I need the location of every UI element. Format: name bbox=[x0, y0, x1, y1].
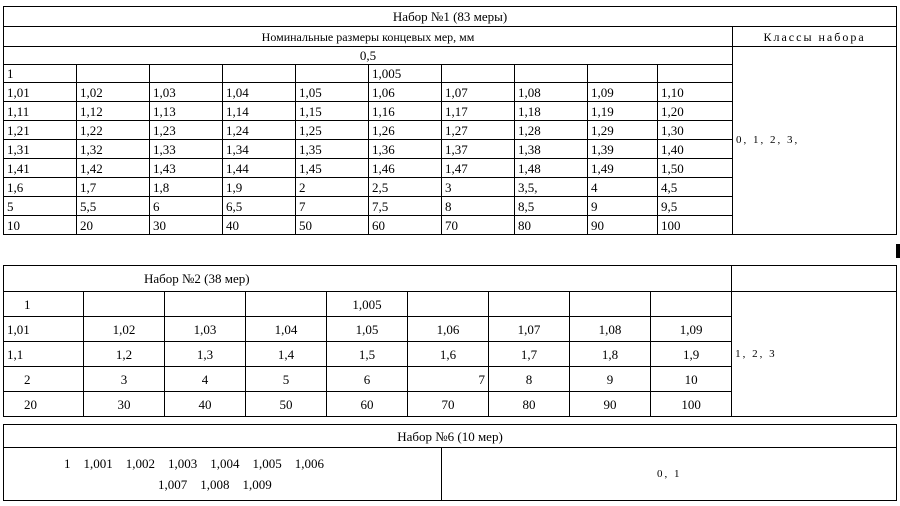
table-cell: 70 bbox=[442, 216, 515, 235]
table-cell: 1,005 bbox=[327, 292, 408, 317]
table-cell: 1,05 bbox=[296, 83, 369, 102]
table-cell: 1,07 bbox=[442, 83, 515, 102]
table-cell: 8 bbox=[442, 197, 515, 216]
edge-mark bbox=[896, 244, 900, 258]
table-cell: 1,04 bbox=[246, 317, 327, 342]
table-cell: 6 bbox=[327, 367, 408, 392]
set6-classes: 0, 1 bbox=[442, 448, 897, 501]
table-cell bbox=[165, 292, 246, 317]
table-cell: 1,02 bbox=[77, 83, 150, 102]
table-cell: 1,06 bbox=[408, 317, 489, 342]
table-cell: 1,08 bbox=[515, 83, 588, 102]
table-cell: 2 bbox=[296, 178, 369, 197]
table-cell: 1,50 bbox=[658, 159, 733, 178]
table-cell: 1,01 bbox=[4, 83, 77, 102]
table-cell: 1,49 bbox=[588, 159, 658, 178]
table-cell: 2 bbox=[4, 367, 84, 392]
set1-table bbox=[3, 6, 897, 235]
table-cell: 6 bbox=[150, 197, 223, 216]
table-cell: 2,5 bbox=[369, 178, 442, 197]
table-cell: 1,38 bbox=[515, 140, 588, 159]
table-cell: 50 bbox=[246, 392, 327, 417]
table-cell: 1,33 bbox=[150, 140, 223, 159]
table-cell: 70 bbox=[408, 392, 489, 417]
table-cell: 1,9 bbox=[651, 342, 732, 367]
table-cell: 1,6 bbox=[408, 342, 489, 367]
table-cell: 1,39 bbox=[588, 140, 658, 159]
table-cell: 1,35 bbox=[296, 140, 369, 159]
table-cell: 1,12 bbox=[77, 102, 150, 121]
table-cell: 1,005 bbox=[369, 65, 442, 83]
table-cell bbox=[651, 292, 732, 317]
table-cell: 1,08 bbox=[570, 317, 651, 342]
table-cell: 5,5 bbox=[77, 197, 150, 216]
table-cell bbox=[223, 65, 296, 83]
table-cell: 1,19 bbox=[588, 102, 658, 121]
set1-row-half: 0,5 bbox=[4, 47, 733, 65]
blank-cell bbox=[732, 266, 897, 292]
table-cell: 1,8 bbox=[150, 178, 223, 197]
table-cell: 1,1 bbox=[4, 342, 84, 367]
table-cell: 7,5 bbox=[369, 197, 442, 216]
table-cell bbox=[588, 65, 658, 83]
table-cell: 50 bbox=[296, 216, 369, 235]
table-cell bbox=[442, 65, 515, 83]
table-cell: 40 bbox=[223, 216, 296, 235]
table-cell: 10 bbox=[4, 216, 77, 235]
table-cell: 1,29 bbox=[588, 121, 658, 140]
table-cell: 1,17 bbox=[442, 102, 515, 121]
table-cell: 1,42 bbox=[77, 159, 150, 178]
table-cell: 1,26 bbox=[369, 121, 442, 140]
table-cell: 10 bbox=[651, 367, 732, 392]
table-cell: 6,5 bbox=[223, 197, 296, 216]
table-cell: 1,2 bbox=[84, 342, 165, 367]
table-cell bbox=[489, 292, 570, 317]
table-row bbox=[4, 292, 897, 317]
table-cell: 1,02 bbox=[84, 317, 165, 342]
table-cell: 1,24 bbox=[223, 121, 296, 140]
table-cell bbox=[515, 65, 588, 83]
table-cell: 20 bbox=[77, 216, 150, 235]
table-cell: 1,46 bbox=[369, 159, 442, 178]
classes-header: Классы набора bbox=[733, 27, 897, 47]
set6-values bbox=[4, 448, 442, 501]
table-cell: 30 bbox=[84, 392, 165, 417]
table-cell: 1,6 bbox=[4, 178, 77, 197]
table-cell: 1,16 bbox=[369, 102, 442, 121]
table-cell: 1,5 bbox=[327, 342, 408, 367]
table-cell: 1,15 bbox=[296, 102, 369, 121]
table-cell: 1,44 bbox=[223, 159, 296, 178]
table-cell: 3 bbox=[442, 178, 515, 197]
table-cell: 1,32 bbox=[77, 140, 150, 159]
table-cell: 40 bbox=[165, 392, 246, 417]
table-cell: 7 bbox=[296, 197, 369, 216]
table-cell: 8,5 bbox=[515, 197, 588, 216]
table-cell: 90 bbox=[570, 392, 651, 417]
table-cell: 1,40 bbox=[658, 140, 733, 159]
table-cell: 1,25 bbox=[296, 121, 369, 140]
table-cell: 1,11 bbox=[4, 102, 77, 121]
table-cell bbox=[84, 292, 165, 317]
table-cell: 1,10 bbox=[658, 83, 733, 102]
table-cell: 1,27 bbox=[442, 121, 515, 140]
table-cell: 4,5 bbox=[658, 178, 733, 197]
table-cell: 100 bbox=[658, 216, 733, 235]
table-cell: 1,9 bbox=[223, 178, 296, 197]
table-cell: 100 bbox=[651, 392, 732, 417]
table-cell: 1,03 bbox=[150, 83, 223, 102]
set2-classes: 1, 2, 3 bbox=[732, 292, 897, 417]
table-cell: 3,5, bbox=[515, 178, 588, 197]
table-cell: 1,45 bbox=[296, 159, 369, 178]
table-cell: 1,07 bbox=[489, 317, 570, 342]
table-cell: 1,05 bbox=[327, 317, 408, 342]
table-cell: 1,31 bbox=[4, 140, 77, 159]
nominal-sizes-header: Номинальные размеры концевых мер, мм bbox=[4, 27, 733, 47]
table-cell: 1,09 bbox=[588, 83, 658, 102]
table-cell: 1,34 bbox=[223, 140, 296, 159]
table-cell: 90 bbox=[588, 216, 658, 235]
set6-table bbox=[3, 424, 897, 501]
table-cell: 1,8 bbox=[570, 342, 651, 367]
table-cell: 60 bbox=[369, 216, 442, 235]
table-cell: 1,04 bbox=[223, 83, 296, 102]
set1-title: Набор №1 (83 меры) bbox=[4, 7, 897, 27]
table-cell: 20 bbox=[4, 392, 84, 417]
set6-values-line1: 1 1,001 1,002 1,003 1,004 1,005 1,006 bbox=[64, 456, 324, 471]
table-cell bbox=[296, 65, 369, 83]
table-cell bbox=[77, 65, 150, 83]
table-cell bbox=[408, 292, 489, 317]
table-cell: 80 bbox=[489, 392, 570, 417]
table-cell: 1,22 bbox=[77, 121, 150, 140]
table-cell: 1,7 bbox=[77, 178, 150, 197]
set6-title: Набор №6 (10 мер) bbox=[4, 425, 897, 448]
table-cell: 1,03 bbox=[165, 317, 246, 342]
table-cell: 30 bbox=[150, 216, 223, 235]
table-cell: 3 bbox=[84, 367, 165, 392]
table-cell: 80 bbox=[515, 216, 588, 235]
table-cell: 1,4 bbox=[246, 342, 327, 367]
table-cell: 1,47 bbox=[442, 159, 515, 178]
table-cell: 9 bbox=[570, 367, 651, 392]
set1-classes: 0, 1, 2, 3, bbox=[733, 47, 897, 235]
table-cell: 1,09 bbox=[651, 317, 732, 342]
table-cell bbox=[150, 65, 223, 83]
table-cell: 1,21 bbox=[4, 121, 77, 140]
table-cell: 5 bbox=[246, 367, 327, 392]
table-cell: 4 bbox=[588, 178, 658, 197]
table-cell: 1,3 bbox=[165, 342, 246, 367]
table-cell: 1,48 bbox=[515, 159, 588, 178]
table-cell bbox=[658, 65, 733, 83]
table-cell: 9 bbox=[588, 197, 658, 216]
table-cell: 1,18 bbox=[515, 102, 588, 121]
table-cell: 7 bbox=[408, 367, 489, 392]
table-cell: 60 bbox=[327, 392, 408, 417]
set2-table bbox=[3, 265, 897, 417]
table-cell: 5 bbox=[4, 197, 77, 216]
table-cell: 1 bbox=[4, 292, 84, 317]
set2-title: Набор №2 (38 мер) bbox=[4, 266, 732, 292]
table-cell: 1,28 bbox=[515, 121, 588, 140]
table-cell: 8 bbox=[489, 367, 570, 392]
table-cell: 1,41 bbox=[4, 159, 77, 178]
table-cell: 1 bbox=[4, 65, 77, 83]
table-cell bbox=[570, 292, 651, 317]
table-cell bbox=[246, 292, 327, 317]
table-cell: 1,36 bbox=[369, 140, 442, 159]
table-cell: 4 bbox=[165, 367, 246, 392]
table-cell: 1,14 bbox=[223, 102, 296, 121]
table-cell: 1,01 bbox=[4, 317, 84, 342]
table-cell: 1,13 bbox=[150, 102, 223, 121]
table-cell: 1,30 bbox=[658, 121, 733, 140]
table-cell: 1,20 bbox=[658, 102, 733, 121]
table-cell: 1,43 bbox=[150, 159, 223, 178]
table-cell: 1,06 bbox=[369, 83, 442, 102]
table-cell: 1,7 bbox=[489, 342, 570, 367]
set6-values-line2: 1,007 1,008 1,009 bbox=[158, 477, 272, 492]
table-cell: 9,5 bbox=[658, 197, 733, 216]
table-cell: 1,37 bbox=[442, 140, 515, 159]
table-cell: 1,23 bbox=[150, 121, 223, 140]
